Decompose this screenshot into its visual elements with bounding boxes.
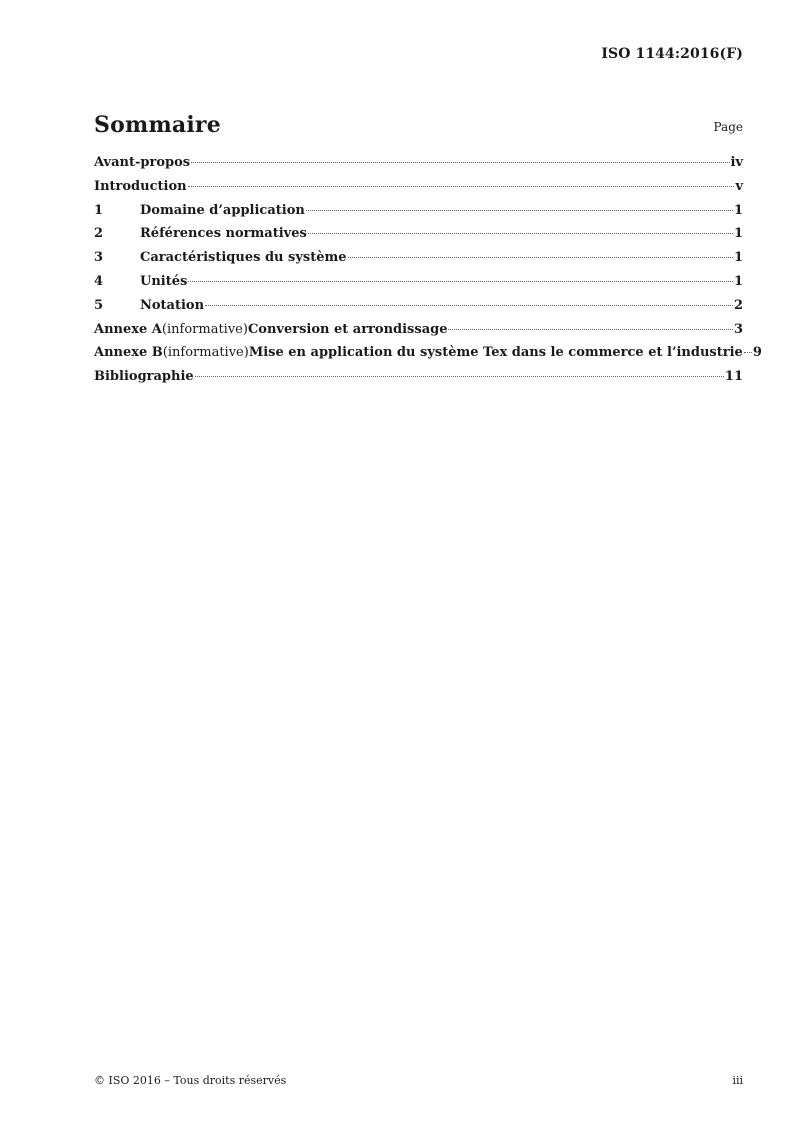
toc-entry-title: Bibliographie [94, 369, 194, 385]
toc-entry-annexe-b[interactable] [94, 345, 762, 369]
toc-entry-title: Caractéristiques du système [140, 250, 347, 266]
toc-entry-page: 2 [733, 297, 743, 313]
toc-entry-annex-label: Annexe B [94, 345, 163, 361]
toc-entry-unites[interactable] [94, 274, 743, 298]
toc-entry-annexe-a[interactable] [94, 322, 743, 346]
toc-entry-title: Conversion et arrondissage [247, 321, 448, 337]
toc-entry-number: 3 [94, 250, 104, 266]
toc-entry-page: 1 [733, 273, 743, 289]
toc-entry-page: iv [730, 155, 743, 170]
toc-entry-page: 3 [733, 321, 743, 337]
toc-entry-title: Mise en application du système Tex dans le commerce et l’industrie [248, 345, 743, 361]
dot-leader [195, 376, 724, 377]
toc-header [94, 112, 743, 140]
document-id: ISO 1144:2016(F) [601, 46, 743, 62]
toc-entry-title: Unités [140, 273, 188, 289]
toc-entry-page: 11 [724, 369, 743, 385]
toc-entry-caracteristiques[interactable] [94, 250, 743, 274]
toc-entry-number: 4 [94, 273, 104, 289]
toc-entry-page: 1 [733, 226, 743, 242]
toc-entry-bibliographie[interactable] [94, 369, 743, 393]
toc-entry-annex-note: (informative) [162, 345, 249, 361]
toc-entry-annex-label: Annexe A [94, 321, 162, 337]
toc-entry-avant-propos[interactable] [94, 155, 743, 179]
toc-entry-number: 2 [94, 226, 104, 242]
dot-leader [448, 329, 732, 330]
toc-entry-title: Introduction [94, 178, 187, 194]
toc-entry-page: 1 [733, 202, 743, 218]
toc-entry-page: 1 [733, 250, 743, 266]
page-column-label: Page [713, 120, 743, 134]
toc-entry-references-normatives[interactable] [94, 226, 743, 250]
toc-entry-page: 9 [752, 345, 762, 361]
toc-title: Sommaire [94, 112, 221, 138]
dot-leader [348, 257, 733, 258]
footer-copyright: © ISO 2016 – Tous droits réservés [94, 1074, 287, 1087]
toc-entry-title: Domaine d’application [140, 202, 305, 218]
dot-leader [744, 352, 752, 353]
dot-leader [191, 162, 729, 163]
toc-entry-title: Références normatives [140, 226, 307, 242]
toc-entry-annex-note: (informative) [161, 321, 248, 337]
toc-entry-domaine-application[interactable] [94, 203, 743, 227]
dot-leader [308, 233, 733, 234]
toc-entry-page: v [735, 178, 743, 194]
footer-page-number: iii [732, 1074, 743, 1087]
dot-leader [188, 281, 733, 282]
toc-list [94, 155, 762, 393]
dot-leader [306, 210, 733, 211]
toc-entry-title: Avant-propos [94, 155, 191, 170]
toc-entry-number: 1 [94, 202, 104, 218]
toc-entry-introduction[interactable] [94, 179, 743, 203]
toc-entry-notation[interactable] [94, 298, 743, 322]
dot-leader [205, 305, 733, 306]
toc-entry-number: 5 [94, 297, 104, 313]
toc-entry-title: Notation [140, 297, 205, 313]
dot-leader [188, 186, 735, 187]
